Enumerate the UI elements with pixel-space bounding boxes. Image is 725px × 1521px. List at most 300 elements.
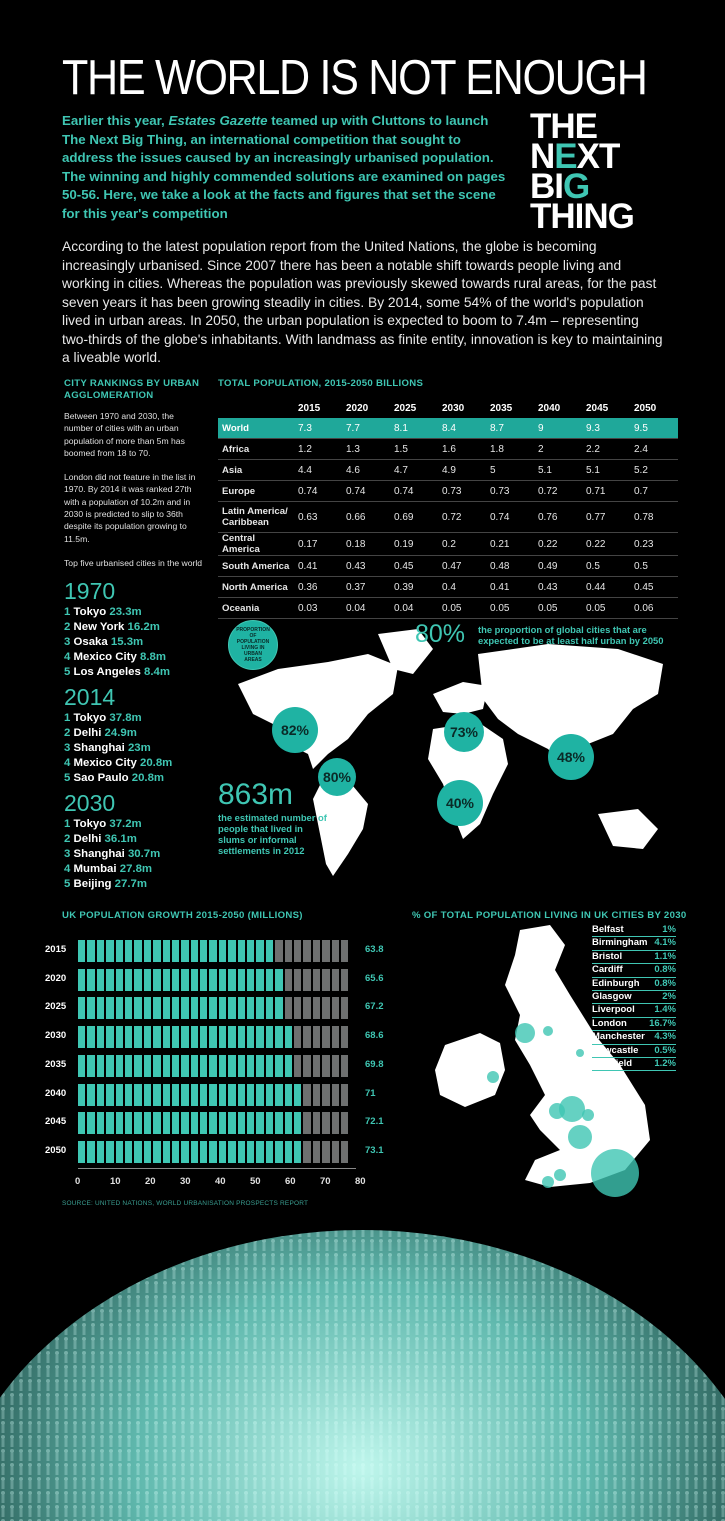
person-figure-filled xyxy=(134,1112,141,1134)
person-figure-filled xyxy=(106,1084,113,1106)
person-figure-filled xyxy=(125,940,132,962)
uk-city-row xyxy=(592,991,676,1004)
bubble-sheffield xyxy=(582,1109,594,1121)
person-figure-filled xyxy=(256,969,263,991)
person-figure-filled xyxy=(247,1084,254,1106)
table-cell: 4.9 xyxy=(438,460,486,481)
uk-growth-chart xyxy=(0,0,400,1200)
person-figure-filled xyxy=(116,1026,123,1048)
city-name: Mumbai xyxy=(73,863,117,875)
person-figure-filled xyxy=(106,997,113,1019)
person-figure-filled xyxy=(125,997,132,1019)
person-figure-filled xyxy=(78,1112,85,1134)
person-figure-empty xyxy=(313,1141,320,1163)
uk-city-value: 4.1% xyxy=(654,937,676,949)
city-population: 23.3m xyxy=(109,606,142,618)
uk-growth-figures xyxy=(78,1112,348,1134)
person-figure-filled xyxy=(106,940,113,962)
population-table-heading: TOTAL POPULATION, 2015-2050 BILLIONS xyxy=(218,378,424,389)
person-figure-filled xyxy=(172,1084,179,1106)
person-figure-empty xyxy=(303,969,310,991)
person-figure-filled xyxy=(106,1026,113,1048)
person-figure-filled xyxy=(275,1112,282,1134)
person-figure-filled xyxy=(153,969,160,991)
source-note: SOURCE: UNITED NATIONS, WORLD URBANISATION PROSPECTS REPORT xyxy=(62,1200,309,1207)
bubble-edinburgh xyxy=(543,1026,553,1036)
badge-text: PROPORTION OF POPULATION LIVING IN URBAN AREAS xyxy=(236,627,270,663)
city-rank: 5 xyxy=(64,666,71,678)
person-figure-filled xyxy=(97,969,104,991)
person-figure-filled xyxy=(97,1055,104,1077)
table-cell: 0.69 xyxy=(390,502,438,533)
person-figure-filled xyxy=(228,969,235,991)
bubble-manchester xyxy=(559,1096,585,1122)
table-cell: 2.4 xyxy=(630,439,678,460)
table-cell: 0.19 xyxy=(390,533,438,556)
australia-shape xyxy=(598,809,658,849)
city-name: Shanghai xyxy=(73,742,125,754)
europe-shape xyxy=(433,682,488,714)
person-figure-filled xyxy=(266,1112,273,1134)
table-cell: 0.45 xyxy=(390,556,438,577)
city-population: 8.4m xyxy=(144,666,170,678)
uk-growth-figures xyxy=(78,1055,348,1077)
person-figure-filled xyxy=(275,1084,282,1106)
person-figure-filled xyxy=(191,1026,198,1048)
person-figure-filled xyxy=(200,1055,207,1077)
table-cell: 4.7 xyxy=(390,460,438,481)
person-figure-filled xyxy=(219,1026,226,1048)
person-figure-filled xyxy=(285,1084,292,1106)
person-figure-filled xyxy=(238,1026,245,1048)
city-name: Tokyo xyxy=(73,712,107,724)
city-population: 20.8m xyxy=(140,757,173,769)
table-row-label: South America xyxy=(218,556,294,577)
table-cell: 0.72 xyxy=(534,481,582,502)
person-figure-filled xyxy=(116,1141,123,1163)
table-year-header: 2025 xyxy=(394,402,417,414)
uk-city-value: 0.8% xyxy=(654,964,676,976)
person-figure-filled xyxy=(181,1141,188,1163)
uk-city-row xyxy=(592,978,676,991)
person-figure-filled xyxy=(238,997,245,1019)
person-figure-empty xyxy=(332,1112,339,1134)
table-cell: 0.2 xyxy=(438,533,486,556)
table-cell: 4.4 xyxy=(294,460,342,481)
person-figure-filled xyxy=(266,1084,273,1106)
person-figure-empty xyxy=(294,1026,301,1048)
person-figure-empty xyxy=(332,1141,339,1163)
table-cell: 8.7 xyxy=(486,418,534,439)
city-name: Mexico City xyxy=(73,651,137,663)
table-year-header: 2050 xyxy=(634,402,657,414)
person-figure-empty xyxy=(294,997,301,1019)
city-rank: 3 xyxy=(64,742,71,754)
uk-growth-year: 2020 xyxy=(45,972,67,984)
person-figure-filled xyxy=(87,1055,94,1077)
table-cell: 1.8 xyxy=(486,439,534,460)
person-figure-filled xyxy=(209,997,216,1019)
person-figure-filled xyxy=(181,1026,188,1048)
person-figure-empty xyxy=(294,940,301,962)
table-cell: 0.5 xyxy=(630,556,678,577)
person-figure-filled xyxy=(191,969,198,991)
person-figure-filled xyxy=(285,1055,292,1077)
city-name: Shanghai xyxy=(73,848,125,860)
uk-growth-year: 2030 xyxy=(45,1030,67,1042)
person-figure-empty xyxy=(322,1055,329,1077)
bubble-south-america: 80% xyxy=(318,758,356,796)
logo-n: N xyxy=(530,137,555,176)
person-figure-filled xyxy=(191,1112,198,1134)
person-figure-filled xyxy=(106,1141,113,1163)
person-figure-filled xyxy=(181,1112,188,1134)
person-figure-filled xyxy=(285,1026,292,1048)
table-cell: 7.7 xyxy=(342,418,390,439)
city-population: 36.1m xyxy=(104,833,137,845)
table-cell: 0.17 xyxy=(294,533,342,556)
person-figure-filled xyxy=(200,1084,207,1106)
uk-axis-tick: 30 xyxy=(180,1176,191,1187)
person-figure-empty xyxy=(313,1055,320,1077)
person-figure-filled xyxy=(247,1026,254,1048)
person-figure-filled xyxy=(247,997,254,1019)
table-cell: 0.23 xyxy=(630,533,678,556)
uk-city-name: London xyxy=(592,1017,627,1029)
person-figure-filled xyxy=(219,1112,226,1134)
city-population: 15.3m xyxy=(110,636,144,648)
table-cell: 0.5 xyxy=(582,556,630,577)
person-figure-filled xyxy=(153,1141,160,1163)
person-figure-filled xyxy=(163,997,170,1019)
person-figure-filled xyxy=(163,940,170,962)
city-population: 20.8m xyxy=(131,772,165,784)
person-figure-filled xyxy=(163,1141,170,1163)
table-cell: 0.22 xyxy=(534,533,582,556)
person-figure-filled xyxy=(200,1026,207,1048)
uk-city-value: 1% xyxy=(662,924,676,935)
logo-line4: THING xyxy=(530,197,634,236)
person-figure-empty xyxy=(313,1026,320,1048)
uk-growth-value: 73.1 xyxy=(365,1144,384,1156)
uk-city-row xyxy=(592,1045,676,1058)
person-figure-filled xyxy=(228,940,235,962)
person-figure-empty xyxy=(332,940,339,962)
person-figure-filled xyxy=(78,1026,85,1048)
person-figure-filled xyxy=(134,997,141,1019)
table-cell: 0.73 xyxy=(438,481,486,502)
table-cell: 9.3 xyxy=(582,418,630,439)
table-cell: 5.2 xyxy=(630,460,678,481)
person-figure-empty xyxy=(294,1055,301,1077)
person-figure-filled xyxy=(228,1112,235,1134)
uk-cities-legend xyxy=(592,924,676,1071)
bubble-north-america: 82% xyxy=(272,707,318,753)
bubble-cardiff xyxy=(542,1176,554,1188)
person-figure-filled xyxy=(294,1112,301,1134)
person-figure-empty xyxy=(332,1055,339,1077)
person-figure-filled xyxy=(219,1055,226,1077)
city-rank: 5 xyxy=(64,772,71,784)
person-figure-filled xyxy=(266,940,273,962)
table-cell: 5 xyxy=(486,460,534,481)
lead-paragraph: According to the latest population report from the United Nations, the globe is becoming increasingly urbanised. Since 2007 there has been a notable shift towards people living and working in cities. Whereas the population was previously skewed towards rural areas, for the past seven years it has been growing steadily in cities. By 2014, some 54% of the world's population lived in urban areas. In 2050, the urban population is expected to boom to 7.4m – representing two-thirds of the globe's inhabitants. With landmass as finite entity, innovation is key to maintaining a liveable world. xyxy=(62,239,663,365)
uk-growth-value: 65.6 xyxy=(365,972,384,984)
bubble-belfast xyxy=(487,1071,499,1083)
city-name: Tokyo xyxy=(73,818,107,830)
person-figure-empty xyxy=(303,1055,310,1077)
city-name: Sao Paulo xyxy=(73,772,129,784)
city-population: 30.7m xyxy=(127,848,161,860)
person-figure-empty xyxy=(294,969,301,991)
person-figure-filled xyxy=(163,1055,170,1077)
person-figure-empty xyxy=(341,1055,348,1077)
person-figure-filled xyxy=(97,1112,104,1134)
uk-city-value: 2% xyxy=(662,991,676,1003)
table-cell: 0.72 xyxy=(438,502,486,533)
city-population: 16.2m xyxy=(127,621,160,633)
person-figure-empty xyxy=(275,940,282,962)
uk-city-value: 1.2% xyxy=(654,1058,676,1070)
person-figure-filled xyxy=(97,997,104,1019)
person-figure-empty xyxy=(313,997,320,1019)
uk-city-name: Birmingham xyxy=(592,937,648,949)
person-figure-empty xyxy=(332,1026,339,1048)
rankings-note1: Between 1970 and 2030, the number of cities with an urban population of more than 5m has boomed from 18 to 70. xyxy=(64,411,185,458)
city-rank: 5 xyxy=(64,878,71,890)
person-figure-filled xyxy=(87,997,94,1019)
city-rank: 4 xyxy=(64,757,71,769)
table-cell: 0.77 xyxy=(582,502,630,533)
uk-city-row xyxy=(592,1031,676,1044)
uk-axis-line xyxy=(78,1168,356,1169)
rankings-note3: Top five urbanised cities in the world xyxy=(64,557,203,568)
city-rank: 2 xyxy=(64,833,71,845)
city-rank: 4 xyxy=(64,863,71,875)
city-population: 24.9m xyxy=(104,727,137,739)
table-cell: 1.3 xyxy=(342,439,390,460)
intro-part2: teamed up with Cluttons to launch The Next Big Thing, an international competition that sought to address the issues caused by an increasingly urbanised population. The winning and highly commended solutions are examined on pages 50-56. Here, we take a look at the facts and figures that set the scene for this year's competition xyxy=(62,113,506,221)
bubble-bristol xyxy=(554,1169,566,1181)
person-figure-filled xyxy=(144,1112,151,1134)
table-cell: 0.74 xyxy=(486,502,534,533)
city-rank: 1 xyxy=(64,606,71,618)
table-cell: 0.05 xyxy=(438,598,486,619)
person-figure-filled xyxy=(153,940,160,962)
city-rank: 2 xyxy=(64,727,71,739)
uk-city-name: Sheffield xyxy=(592,1058,633,1070)
table-row-label: Europe xyxy=(218,481,294,502)
uk-axis-tick: 10 xyxy=(110,1176,121,1187)
uk-axis-tick: 50 xyxy=(250,1176,261,1187)
uk-axis-tick: 20 xyxy=(145,1176,156,1187)
uk-axis-tick: 80 xyxy=(355,1176,366,1187)
person-figure-filled xyxy=(116,1112,123,1134)
uk-growth-year: 2015 xyxy=(45,944,67,955)
stat-80-text: the proportion of global cities that are expected to be at least half urban by 2050 xyxy=(478,624,664,646)
city-name: Tokyo xyxy=(73,606,107,618)
city-rank: 3 xyxy=(64,636,71,648)
crowd-globe-image xyxy=(0,1210,725,1521)
person-figure-empty xyxy=(303,940,310,962)
person-figure-filled xyxy=(78,997,85,1019)
ireland-shape xyxy=(435,1033,505,1107)
uk-city-value: 4.3% xyxy=(654,1031,676,1043)
uk-city-row xyxy=(592,951,676,964)
table-cell: 1.6 xyxy=(438,439,486,460)
person-figure-filled xyxy=(200,997,207,1019)
uk-growth-year: 2045 xyxy=(45,1116,67,1128)
person-figure-empty xyxy=(285,997,292,1019)
person-figure-empty xyxy=(322,1084,329,1106)
person-figure-filled xyxy=(134,1055,141,1077)
person-figure-empty xyxy=(313,1084,320,1106)
person-figure-filled xyxy=(285,1141,292,1163)
person-figure-filled xyxy=(247,1141,254,1163)
table-cell: 8.1 xyxy=(390,418,438,439)
table-row-label: Asia xyxy=(218,460,294,481)
bubble-birmingham xyxy=(568,1125,592,1149)
person-figure-empty xyxy=(285,969,292,991)
person-figure-empty xyxy=(285,940,292,962)
city-name: Delhi xyxy=(73,727,102,739)
person-figure-filled xyxy=(266,997,273,1019)
person-figure-filled xyxy=(144,1055,151,1077)
person-figure-empty xyxy=(322,1026,329,1048)
table-cell: 0.74 xyxy=(342,481,390,502)
person-figure-empty xyxy=(303,1084,310,1106)
table-year-header: 2040 xyxy=(538,402,561,414)
person-figure-empty xyxy=(341,1084,348,1106)
bubble-europe: 73% xyxy=(444,712,484,752)
person-figure-filled xyxy=(181,997,188,1019)
person-figure-filled xyxy=(134,1084,141,1106)
uk-city-name: Edinburgh xyxy=(592,977,640,989)
person-figure-filled xyxy=(134,1026,141,1048)
person-figure-filled xyxy=(172,1055,179,1077)
table-cell: 0.74 xyxy=(390,481,438,502)
person-figure-filled xyxy=(144,997,151,1019)
person-figure-filled xyxy=(153,1084,160,1106)
person-figure-filled xyxy=(209,940,216,962)
person-figure-filled xyxy=(238,1141,245,1163)
table-cell: 0.37 xyxy=(342,577,390,598)
person-figure-filled xyxy=(256,1084,263,1106)
person-figure-filled xyxy=(144,1026,151,1048)
rank-year-heading: 1970 xyxy=(64,578,116,604)
person-figure-filled xyxy=(200,1141,207,1163)
uk-growth-year: 2050 xyxy=(45,1144,67,1156)
person-figure-filled xyxy=(181,1055,188,1077)
uk-growth-figures xyxy=(78,940,348,962)
uk-growth-year: 2040 xyxy=(45,1087,67,1099)
uk-city-name: Bristol xyxy=(592,950,623,962)
uk-growth-value: 63.8 xyxy=(365,944,384,955)
person-figure-filled xyxy=(125,1084,132,1106)
person-figure-filled xyxy=(116,997,123,1019)
uk-city-value: 1.1% xyxy=(654,950,676,962)
table-row-label: Africa xyxy=(218,439,294,460)
table-cell: 0.48 xyxy=(486,556,534,577)
uk-axis-tick: 0 xyxy=(75,1176,81,1187)
table-cell: 0.45 xyxy=(630,577,678,598)
city-population: 37.8m xyxy=(109,712,142,724)
table-year-header: 2015 xyxy=(298,402,321,414)
uk-city-row xyxy=(592,924,676,937)
city-name: Osaka xyxy=(73,636,108,648)
table-cell: 0.22 xyxy=(582,533,630,556)
logo-g: G xyxy=(563,167,590,206)
person-figure-filled xyxy=(97,1141,104,1163)
person-figure-empty xyxy=(341,1112,348,1134)
table-year-header: 2030 xyxy=(442,402,465,414)
person-figure-filled xyxy=(228,1141,235,1163)
person-figure-empty xyxy=(313,940,320,962)
person-figure-filled xyxy=(209,1026,216,1048)
uk-city-name: Belfast xyxy=(592,924,624,935)
city-rank: 4 xyxy=(64,651,71,663)
person-figure-filled xyxy=(134,940,141,962)
uk-city-name: Glasgow xyxy=(592,991,632,1003)
person-figure-filled xyxy=(256,1141,263,1163)
person-figure-filled xyxy=(134,969,141,991)
person-figure-filled xyxy=(153,997,160,1019)
person-figure-filled xyxy=(256,940,263,962)
city-name: Delhi xyxy=(73,833,102,845)
uk-growth-value: 71 xyxy=(365,1087,376,1099)
person-figure-empty xyxy=(313,969,320,991)
person-figure-filled xyxy=(209,1084,216,1106)
intro-part1: Earlier this year, xyxy=(62,113,169,128)
uk-city-row xyxy=(592,964,676,977)
person-figure-filled xyxy=(191,997,198,1019)
person-figure-filled xyxy=(200,969,207,991)
stat-80-value: 80% xyxy=(415,620,466,648)
person-figure-empty xyxy=(332,997,339,1019)
person-figure-filled xyxy=(266,1141,273,1163)
table-year-header: 2045 xyxy=(586,402,609,414)
uk-growth-figures xyxy=(78,1026,348,1048)
person-figure-filled xyxy=(78,1141,85,1163)
person-figure-filled xyxy=(144,940,151,962)
person-figure-filled xyxy=(116,940,123,962)
table-cell: 7.3 xyxy=(294,418,342,439)
person-figure-empty xyxy=(303,997,310,1019)
person-figure-filled xyxy=(191,1055,198,1077)
person-figure-filled xyxy=(106,1055,113,1077)
table-cell: 0.4 xyxy=(438,577,486,598)
person-figure-filled xyxy=(228,997,235,1019)
uk-growth-figures xyxy=(78,1141,348,1163)
person-figure-filled xyxy=(256,997,263,1019)
uk-axis-tick: 70 xyxy=(320,1176,331,1187)
person-figure-empty xyxy=(341,997,348,1019)
uk-growth-value: 68.6 xyxy=(365,1030,384,1042)
city-name: New York xyxy=(73,621,125,633)
uk-growth-figures xyxy=(78,969,348,991)
next-big-thing-logo xyxy=(530,107,634,236)
table-cell: 0.74 xyxy=(294,481,342,502)
uk-growth-value: 67.2 xyxy=(365,1001,384,1013)
uk-city-value: 1.4% xyxy=(654,1004,676,1016)
person-figure-filled xyxy=(87,1112,94,1134)
person-figure-filled xyxy=(181,1084,188,1106)
table-row-label: World xyxy=(218,418,294,439)
table-cell: 0.05 xyxy=(582,598,630,619)
table-year-header: 2035 xyxy=(490,402,513,414)
person-figure-filled xyxy=(116,1055,123,1077)
logo-e: E xyxy=(554,137,577,176)
